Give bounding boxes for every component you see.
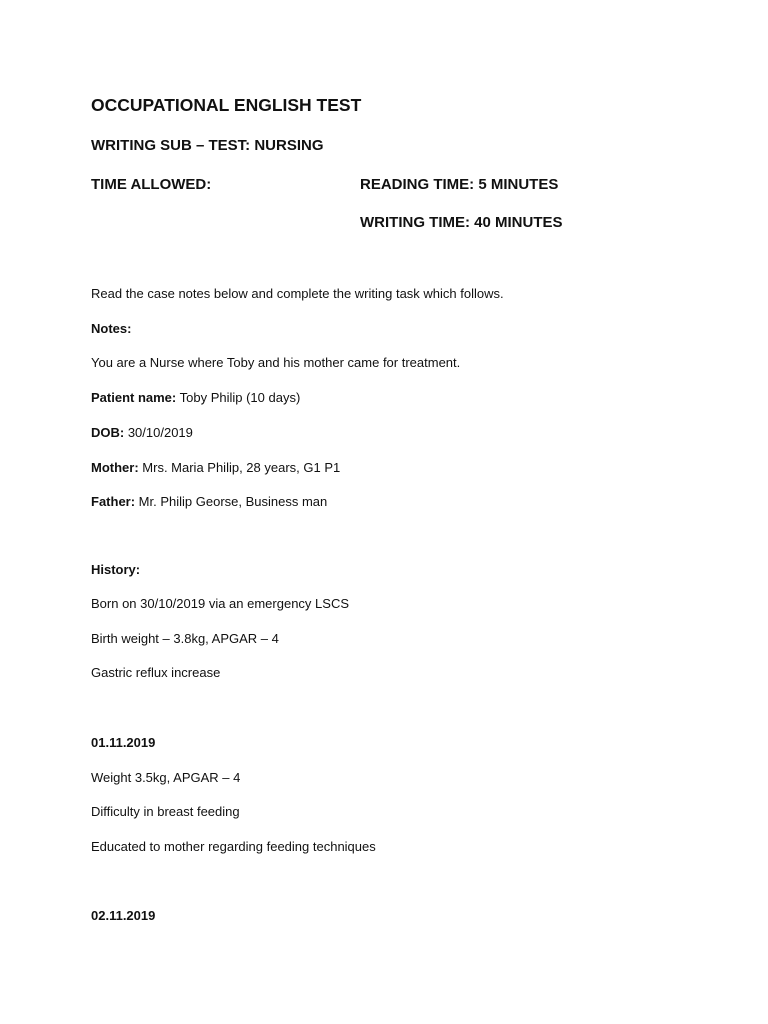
time-allowed-label: TIME ALLOWED: — [91, 176, 212, 193]
mother-row — [91, 461, 340, 474]
entry-date: 02.11.2019 — [91, 908, 156, 923]
reading-time: READING TIME: 5 MINUTES — [360, 176, 559, 193]
entry-item: Difficulty in breast feeding — [91, 804, 240, 819]
writing-time: WRITING TIME: 40 MINUTES — [360, 214, 563, 231]
history-item: Birth weight – 3.8kg, APGAR – 4 — [91, 631, 279, 646]
father-label: Father: — [91, 494, 136, 509]
entry-item: Weight 3.5kg, APGAR – 4 — [91, 770, 241, 785]
dob-label: DOB: — [91, 425, 125, 440]
history-item: Gastric reflux increase — [91, 665, 221, 680]
patient-name-value: Toby Philip (10 days) — [176, 390, 301, 405]
father-row — [91, 495, 327, 508]
mother-value: Mrs. Maria Philip, 28 years, G1 P1 — [138, 460, 341, 475]
dob-row — [91, 426, 193, 439]
entry-item: Educated to mother regarding feeding techniques — [91, 839, 376, 854]
document-subtitle: WRITING SUB – TEST: NURSING — [91, 137, 324, 154]
notes-intro: You are a Nurse where Toby and his mother came for treatment. — [91, 355, 461, 370]
notes-heading: Notes: — [91, 321, 132, 336]
patient-name-row — [91, 391, 300, 404]
patient-name-label: Patient name: — [91, 390, 177, 405]
father-value: Mr. Philip Georse, Business man — [135, 494, 328, 509]
mother-label: Mother: — [91, 460, 139, 475]
history-heading: History: — [91, 562, 141, 577]
history-item: Born on 30/10/2019 via an emergency LSCS — [91, 596, 350, 611]
dob-value: 30/10/2019 — [124, 425, 193, 440]
entry-date: 01.11.2019 — [91, 735, 156, 750]
instruction-text: Read the case notes below and complete the writing task which follows. — [91, 286, 504, 301]
document-title: OCCUPATIONAL ENGLISH TEST — [91, 95, 362, 115]
